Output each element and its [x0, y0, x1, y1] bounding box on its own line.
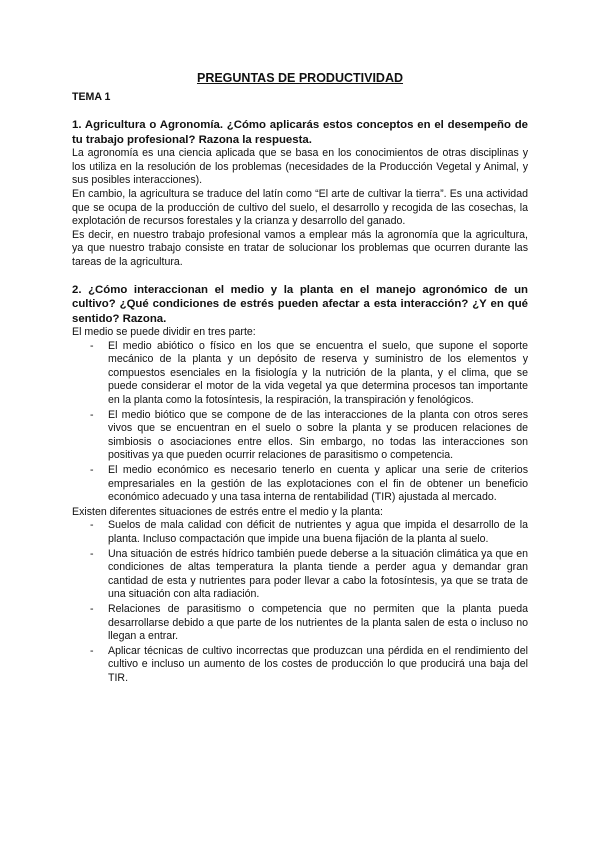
list-item: - Suelos de mala calidad con déficit de nutrientes y agua que impida el desarrollo de la planta. Incluso compactación que impide una buena fijación de la planta al suelo.: [108, 519, 528, 546]
list-item: - Una situación de estrés hídrico también puede deberse a la situación climática ya que en condiciones de altas temperatura la planta tiende a perder agua y demandar gran cantidad de esta y nutrientes para poder llevar a cabo la fotosíntesis, ya que se trata de una situación con alta radiación.: [108, 548, 528, 602]
question-1-heading: 1. Agricultura o Agronomía. ¿Cómo aplicarás estos conceptos en el desempeño de tu trabajo profesional? Razona la respuesta.: [72, 119, 528, 146]
medio-list: [72, 340, 528, 505]
list-item: - Aplicar técnicas de cultivo incorrectas que produzcan una pérdida en el rendimiento del cultivo e incluso un aumento de los costes de producción lo que producirá una baja del TIR.: [108, 645, 528, 686]
spacer: [72, 270, 528, 283]
list-item: - El medio biótico que se compone de de las interacciones de la planta con otros seres vivos que se encuentran en el suelo o sobre la planta y se producen relaciones de simbiosis o asociaciones entre ellos. Sin embargo, no todas las interacciones son positivas ya que pueden ocurrir relaciones de parasitismo o competencia.: [108, 409, 528, 463]
stress-intro: Existen diferentes situaciones de estrés entre el medio y la planta:: [72, 505, 383, 518]
question-2-intro: El medio se puede dividir en tres parte:: [72, 326, 256, 339]
question-1-paragraph: La agronomía es una ciencia aplicada que se basa en los conocimientos de otras disciplinas y los utiliza en la resolución de los problemas (necesidades de la Producción Vegetal y Animal, y sus posibles interacciones).: [72, 147, 528, 187]
list-item: - El medio abiótico o físico en los que se encuentra el suelo, que supone el soporte mecánico de la planta y un depósito de reserva y suministro de los elementos y compuestos esenciales en la fisiología y la nutrición de la planta, y el clima, que se puede considerar el motor de la vida vegetal ya que determina procesos tan importante en la planta como la fotosíntesis, la respiración, la transpiración y fenológicos.: [108, 340, 528, 408]
list-item: - El medio económico es necesario tenerlo en cuenta y aplicar una serie de criterios empresariales en la gestión de las explotaciones con el fin de obtener un beneficio económico adecuado y una tasa interna de rentabilidad (TIR) ajustada al mercado.: [108, 464, 528, 505]
section-label: TEMA 1: [72, 90, 111, 103]
document-title: PREGUNTAS DE PRODUCTIVIDAD: [196, 71, 404, 85]
question-1-paragraph: Es decir, en nuestro trabajo profesional vamos a emplear más la agronomía que la agricultura, ya que nuestro trabajo consiste en tratar de solucionar los problemas que ocurren durante las tareas de la agricultura.: [72, 228, 528, 268]
question-1-paragraph: En cambio, la agricultura se traduce del latín como “El arte de cultivar la tierra”. Es una actividad que se ocupa de la producción de cultivo del suelo, el desarrollo y recogida de las cosechas, la explotación de recursos forestales y la crianza y desarrollo del ganado.: [72, 187, 528, 228]
question-2-heading: 2. ¿Cómo interaccionan el medio y la planta en el manejo agronómico de un cultivo? ¿Qué condiciones de estrés pueden afectar a esta interacción? ¿Y en qué sentido? Razona.: [72, 283, 528, 325]
document-page: [72, 72, 528, 686]
stress-list: [72, 519, 528, 685]
list-item: - Relaciones de parasitismo o competencia que no permiten que la planta pueda desarrollarse debido a que parte de los nutrientes de la planta salen de esta o incluso no llegan a entrar.: [108, 603, 528, 644]
